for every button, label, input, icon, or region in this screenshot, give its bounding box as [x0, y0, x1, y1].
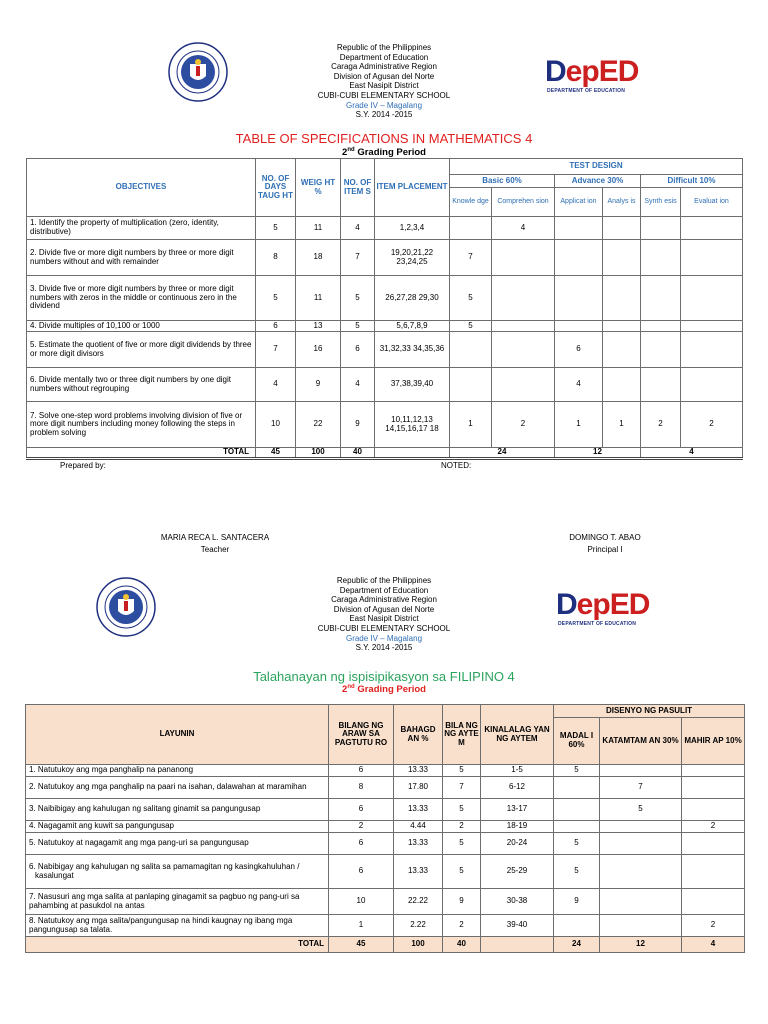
school-header: [234, 43, 534, 120]
col-layunin: LAYUNIN: [26, 705, 329, 765]
col-bahagdan: BAHAGD AN %: [394, 705, 443, 765]
total-row: TOTAL 45 100 40 24 12 4: [26, 937, 745, 953]
table-row: 6. Nabibigay ang kahulugan ng salita sa pamamagitan ng kasingkahuluhan / kasalungat 6 13.33 5 25-29 5: [26, 855, 745, 889]
header-line: S.Y. 2014 -2015: [355, 643, 413, 653]
col-test-design: TEST DESIGN: [450, 159, 743, 175]
header-line: Republic of the Philippines: [336, 576, 432, 585]
col-katamtaman: KATAMTAM AN 30%: [600, 718, 682, 765]
col-application: Applicat ion: [555, 188, 603, 217]
table-row: 1. Natutukoy ang mga panghalip na pananong 6 13.33 5 1-5 5: [26, 765, 745, 777]
col-knowledge: Knowle dge: [450, 188, 492, 217]
total-row: TOTAL 45 100 40 24 12 4: [27, 448, 743, 459]
col-comprehension: Comprehen sion: [492, 188, 555, 217]
table-row: 6. Divide mentally two or three digit numbers by one digit numbers without regrouping 4 9 4 37,38,39,40 4: [27, 368, 743, 402]
table-row: 2. Divide five or more digit numbers by three or more digit numbers without and with remainder 8 18 7 19,20,21,22 23,24,25 7: [27, 240, 743, 276]
header-line: Caraga Administrative Region: [331, 62, 437, 72]
header-line: Department of Education: [339, 585, 429, 595]
deped-logo: DepED DEPARTMENT OF EDUCATION: [556, 588, 650, 627]
filipino-spec-table: [25, 704, 745, 953]
table-row: 5. Estimate the quotient of five or more digit dividends by three or more digit divisors 7 16 6 31,32,33 34,35,36 6: [27, 332, 743, 368]
col-basic: Basic 60%: [450, 175, 555, 188]
header-line: Grade IV – Magalang: [345, 633, 423, 643]
deped-logo: DepED DEPARTMENT OF EDUCATION: [545, 55, 639, 94]
col-objectives: OBJECTIVES: [27, 159, 256, 217]
table-row: 5. Natutukoy at nagagamit ang mga pang-uri sa pangungusap 6 13.33 5 20-24 5: [26, 833, 745, 855]
math-title: TABLE OF SPECIFICATIONS IN MATHEMATICS 4: [235, 131, 533, 146]
table-row: 1. Identify the property of multiplication (zero, identity, distributive) 5 11 4 1,2,3,4 4: [27, 217, 743, 240]
col-items: NO. OF ITEM S: [341, 159, 375, 217]
table-row: 4. Nagagamit ang kuwit sa pangungusap 2 4.44 2 18-19 2: [26, 821, 745, 833]
header-line: Division of Agusan del Norte: [333, 71, 435, 81]
header-line: Grade IV – Magalang: [345, 100, 423, 110]
noted-label: NOTED:: [441, 461, 472, 470]
school-header: [234, 576, 534, 653]
deped-seal-icon: [168, 42, 228, 102]
col-synthesis: Synth esis: [641, 188, 681, 217]
header-line: Caraga Administrative Region: [331, 595, 437, 605]
col-placement: ITEM PLACEMENT: [375, 159, 450, 217]
col-weight: WEIG HT %: [296, 159, 341, 217]
header-line: East Nasipit District: [349, 614, 419, 624]
table-row: 3. Divide five or more digit numbers by three or more digit numbers with zeros in the middle or continuous zero in the dividend 5 11 5 26,27,28 29,30 5: [27, 276, 743, 321]
table-row: 8. Natutukoy ang mga salita/pangungusap na hindi kaugnay ng ibang mga pangungusap sa talata. 1 2.22 2 39-40 2: [26, 915, 745, 937]
math-spec-table: [26, 158, 743, 460]
col-bilang-aytem: BILA NG NG AYTE M: [443, 705, 481, 765]
col-advance: Advance 30%: [555, 175, 641, 188]
table-row: 2. Natutukoy ang mga panghalip na paari na isahan, dalawahan at maramihan 8 17.80 7 6-12 7: [26, 777, 745, 799]
header-line: CUBI-CUBI ELEMENTARY SCHOOL: [317, 623, 451, 633]
table-row: 7. Nasusuri ang mga salita at panlaping ginagamit sa pagbuo ng pang-uri sa pahambing at pasukdol na antas 10 22.22 9 30-38 9: [26, 889, 745, 915]
principal-signature: DOMINGO T. ABAO Principal I: [569, 533, 641, 554]
col-mahirap: MAHIR AP 10%: [682, 718, 745, 765]
deped-seal-icon: [96, 577, 156, 637]
header-line: Republic of the Philippines: [336, 43, 432, 52]
header-line: East Nasipit District: [349, 81, 419, 91]
col-days: NO. OF DAYS TAUG HT: [256, 159, 296, 217]
col-kinalalagyan: KINALALAG YAN NG AYTEM: [481, 705, 554, 765]
teacher-signature: MARIA RECA L. SANTACERA Teacher: [160, 533, 270, 554]
col-evaluation: Evaluat ion: [681, 188, 743, 217]
header-line: Division of Agusan del Norte: [333, 604, 435, 614]
prepared-by-label: Prepared by:: [60, 461, 106, 470]
table-row: 7. Solve one-step word problems involving division of five or more digit numbers including money following the steps in problem solving 10 22 9 10,11,12,13 14,15,16,17 18 1 2 1 1 2 2: [27, 402, 743, 448]
filipino-title: Talahanayan ng ispisipikasyon sa FILIPINO 4: [253, 669, 515, 684]
header-line: CUBI-CUBI ELEMENTARY SCHOOL: [317, 90, 451, 100]
header-line: S.Y. 2014 -2015: [355, 110, 413, 120]
header-line: Department of Education: [339, 52, 429, 62]
col-madali: MADAL I 60%: [554, 718, 600, 765]
table-row: 4. Divide multiples of 10,100 or 1000 6 13 5 5,6,7,8,9 5: [27, 321, 743, 332]
table-row: 3. Naibibigay ang kahulugan ng salitang ginamit sa pangungusap 6 13.33 5 13-17 5: [26, 799, 745, 821]
col-disenyo: DISENYO NG PASULIT: [554, 705, 745, 718]
col-difficult: Difficult 10%: [641, 175, 743, 188]
col-analysis: Analys is: [603, 188, 641, 217]
filipino-period: 2nd Grading Period: [342, 684, 426, 696]
col-bilang: BILANG NG ARAW SA PAGTUTU RO: [329, 705, 394, 765]
math-period: 2nd Grading Period: [342, 147, 426, 159]
